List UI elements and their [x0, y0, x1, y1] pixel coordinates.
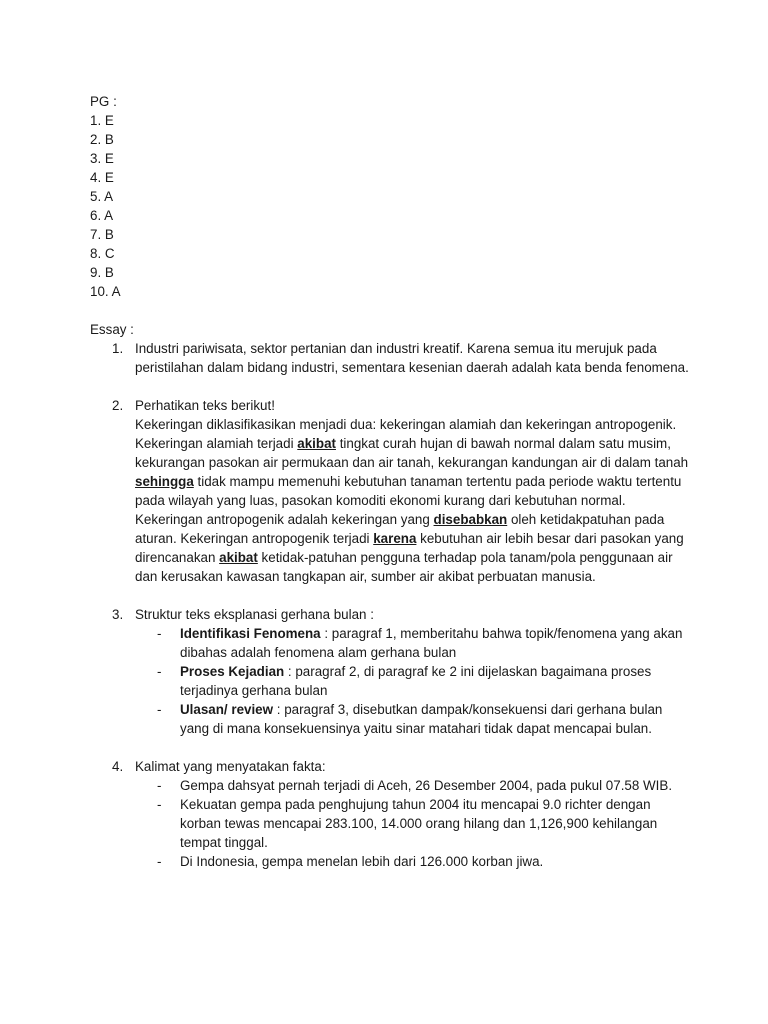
structure-list: [135, 624, 690, 738]
dash-bullet: -: [157, 778, 162, 793]
item-number: 1.: [112, 341, 124, 356]
pg-answer: 3. E: [90, 151, 114, 166]
conjunction-keyword: karena: [373, 531, 417, 546]
fact-item: [135, 852, 690, 871]
pg-answer: 5. A: [90, 189, 114, 204]
essay-item-1: [90, 339, 690, 377]
structure-label: Proses Kejadian: [180, 664, 285, 679]
dash-bullet: -: [157, 626, 162, 641]
pg-answer: 9. B: [90, 265, 114, 280]
essay-item-2: [90, 396, 690, 586]
essay-heading: Essay :: [90, 322, 134, 337]
fact-item: [135, 795, 690, 852]
essay-2-passage: [135, 415, 690, 586]
essay-item-4: [90, 757, 690, 871]
fact-item: [135, 776, 690, 795]
fact-list: [135, 776, 690, 871]
structure-text: : paragraf 2, di paragraf ke 2 ini dijelaskan bagaimana proses terjadinya gerhana bulan: [180, 664, 652, 698]
passage-text: kebutuhan air lebih besar dari pasokan yang direncanakan: [135, 531, 684, 565]
fact-text: Di Indonesia, gempa menelan lebih dari 126.000 korban jiwa.: [180, 854, 544, 869]
passage-text: Kekeringan diklasifikasikan menjadi dua: kekeringan alamiah dan kekeringan antropogenik. Kekeringan alamiah terjadi: [135, 417, 677, 451]
essay-list: [90, 339, 690, 871]
structure-item: [135, 662, 690, 700]
item-number: 3.: [112, 607, 124, 622]
pg-answer: 10. A: [90, 284, 121, 299]
dash-bullet: -: [157, 797, 162, 812]
item-number: 2.: [112, 398, 124, 413]
item-number: 4.: [112, 759, 124, 774]
pg-answer: 8. C: [90, 246, 115, 261]
pg-answer-list: [90, 111, 690, 301]
pg-answer: 4. E: [90, 170, 114, 185]
structure-text: : paragraf 1, memberitahu bahwa topik/fenomena yang akan dibahas adalah fenomena alam gerhana bulan: [180, 626, 683, 660]
conjunction-keyword: akibat: [297, 436, 336, 451]
structure-item: [135, 700, 690, 738]
conjunction-keyword: sehingga: [135, 474, 194, 489]
pg-answer: 2. B: [90, 132, 114, 147]
dash-bullet: -: [157, 702, 162, 717]
essay-4-intro: Kalimat yang menyatakan fakta:: [135, 759, 326, 774]
passage-text: oleh ketidakpatuhan pada aturan. Kekeringan antropogenik terjadi: [135, 512, 665, 546]
structure-label: Identifikasi Fenomena: [180, 626, 321, 641]
conjunction-keyword: akibat: [219, 550, 258, 565]
structure-text: : paragraf 3, disebutkan dampak/konsekuensi dari gerhana bulan yang di mana konsekuensinya yaitu sinar matahari tidak dapat mencapai bulan.: [180, 702, 663, 736]
dash-bullet: -: [157, 854, 162, 869]
essay-2-intro: Perhatikan teks berikut!: [135, 398, 275, 413]
pg-heading: PG :: [90, 94, 117, 109]
structure-label: Ulasan/ review: [180, 702, 274, 717]
conjunction-keyword: disebabkan: [433, 512, 508, 527]
pg-answer: 6. A: [90, 208, 114, 223]
passage-text: tidak mampu memenuhi kebutuhan tanaman tertentu pada periode waktu tertentu pada wilayah yang luas, pasokan komoditi ekonomi kurang dari kebutuhan normal. Kekeringan antropogenik adalah kekeringan yang: [135, 474, 682, 527]
essay-3-intro: Struktur teks eksplanasi gerhana bulan :: [135, 607, 374, 622]
fact-text: Gempa dahsyat pernah terjadi di Aceh, 26 Desember 2004, pada pukul 07.58 WIB.: [180, 778, 673, 793]
dash-bullet: -: [157, 664, 162, 679]
pg-answer: 1. E: [90, 113, 114, 128]
document-page: [90, 92, 690, 890]
essay-1-text: Industri pariwisata, sektor pertanian dan industri kreatif. Karena semua itu merujuk pada peristilahan dalam bidang industri, sementara kesenian daerah adalah kata benda fenomena.: [135, 341, 689, 375]
structure-item: [135, 624, 690, 662]
fact-text: Kekuatan gempa pada penghujung tahun 2004 itu mencapai 9.0 richter dengan korban tewas mencapai 283.100, 14.000 orang hilang dan 1,126,900 kehilangan tempat tinggal.: [180, 797, 658, 850]
pg-answer: 7. B: [90, 227, 114, 242]
passage-text: tingkat curah hujan di bawah normal dalam satu musim, kekurangan pasokan air permukaan dan air tanah, kekurangan kandungan air di dalam tanah: [135, 436, 689, 470]
passage-text: ketidak-patuhan pengguna terhadap pola tanam/pola penggunaan air dan kerusakan kawasan tangkapan air, sumber air akibat perbuatan manusia.: [135, 550, 673, 584]
essay-item-3: [90, 605, 690, 738]
